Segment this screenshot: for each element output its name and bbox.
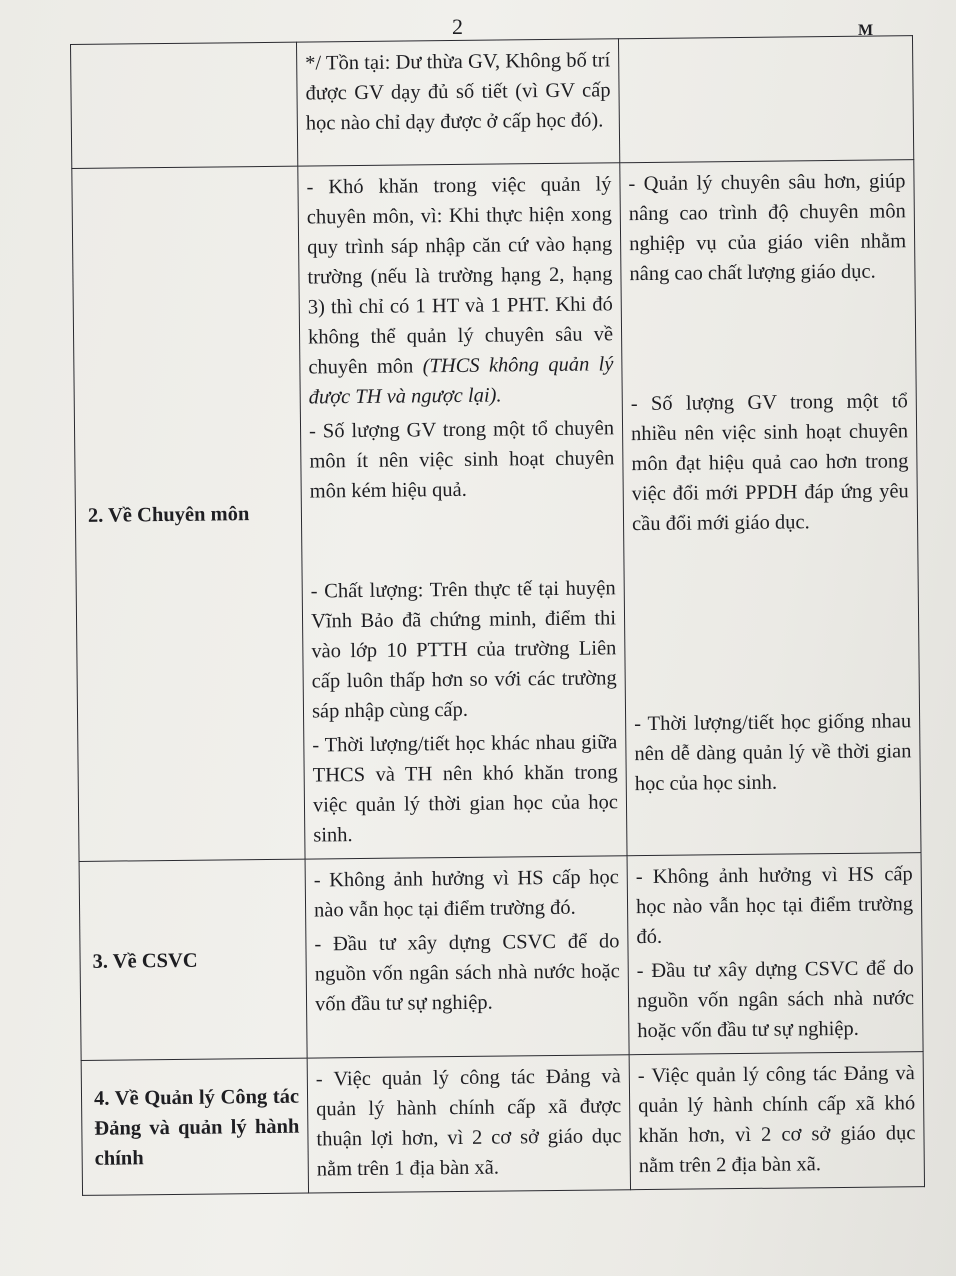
advantage-cell [627, 853, 923, 1055]
cell-text: - Đầu tư xây dựng CSVC để do nguồn vốn ngân sách nhà nước hoặc vốn đầu tư sự nghiệp. [314, 930, 620, 1016]
cell-text: - Số lượng GV trong một tổ nhiều nên việc sinh hoạt chuyên môn đạt hiệu quả cao hơn trong việc đổi mới PPDH đáp ứng yêu cầu đổi mới giáo dục. [630, 390, 909, 536]
cell-text: - Chất lượng: Trên thực tế tại huyện Vĩnh Bảo đã chứng minh, điểm thi vào lớp 10 PTTH của trường Liên cấp luôn thấp hơn so với các trường sáp nhập cùng cấp. [310, 577, 617, 723]
disadvantage-cell [307, 1055, 630, 1193]
advantage-cell [629, 1052, 924, 1190]
row-label-cell [71, 42, 298, 168]
table-row [71, 36, 914, 169]
disadvantage-cell [305, 856, 629, 1058]
advantage-cell [620, 160, 921, 856]
row-label-cell: 4. Về Quản lý Công tác Đảng và quản lý hành chính [81, 1058, 308, 1195]
row-label-cell: 2. Về Chuyên môn [72, 166, 305, 861]
table-row [79, 853, 923, 1061]
table-row [72, 160, 921, 862]
cell-text: */ Tồn tại: Dư thừa GV, Không bố trí được GV dạy đủ số tiết (vì GV cấp học nào chỉ dạy được ở cấp học đó). [305, 49, 611, 135]
disadvantage-cell [296, 39, 619, 166]
cell-text: - Việc quản lý công tác Đảng và quản lý hành chính cấp xã khó khăn hơn, vì 2 cơ sở giáo dục nằm trên 2 địa bàn xã. [637, 1062, 916, 1178]
row-label-cell: 3. Về CSVC [79, 859, 307, 1060]
cell-text: - Quản lý chuyên sâu hơn, giúp nâng cao trình độ chuyên môn nghiệp vụ của giáo viên nhằm nâng cao chất lượng giáo dục. [628, 170, 907, 286]
cell-text [306, 169, 613, 412]
table-row [81, 1052, 924, 1196]
cell-text: - Không ảnh hưởng vì HS cấp học nào vẫn học tại điểm trường đó. [635, 863, 914, 949]
page-number: 2 [452, 14, 463, 39]
advantage-cell [618, 36, 913, 163]
cell-text: - Thời lượng/tiết học giống nhau nên dễ dàng quản lý về thời gian học của học sinh. [634, 710, 912, 796]
corner-mark: M [858, 22, 874, 39]
disadvantage-cell [298, 163, 627, 859]
cell-text-italic: (THCS không quản lý được TH và ngược lại). [308, 353, 614, 409]
cell-text: - Việc quản lý công tác Đảng và quản lý hành chính cấp xã được thuận lợi hơn, vì 2 cơ sở giáo dục nằm trên 1 địa bàn xã. [315, 1065, 622, 1181]
cell-text: - Không ảnh hưởng vì HS cấp học nào vẫn học tại điểm trường đó. [313, 866, 619, 922]
cell-text-intro: - Khó khăn trong việc quản lý chuyên môn, vì: Khi thực hiện xong quy trình sáp nhập căn cứ vào hạng trường (nếu là trường hạng 2, hạng 3) thì chỉ có 1 HT và 1 PHT. Khi đó không thể quản lý chuyên sâu về chuyên môn [306, 173, 614, 379]
cell-text: - Số lượng GV trong một tổ chuyên môn ít nên việc sinh hoạt chuyên môn kém hiệu quả. [308, 417, 615, 503]
cell-text: - Đầu tư xây dựng CSVC để do nguồn vốn ngân sách nhà nước hoặc vốn đầu tư sự nghiệp. [636, 957, 915, 1043]
cell-text: - Thời lượng/tiết học khác nhau giữa THCS và TH nên khó khăn trong việc quản lý thời gian học của học sinh. [312, 731, 619, 847]
comparison-table [70, 35, 925, 1196]
